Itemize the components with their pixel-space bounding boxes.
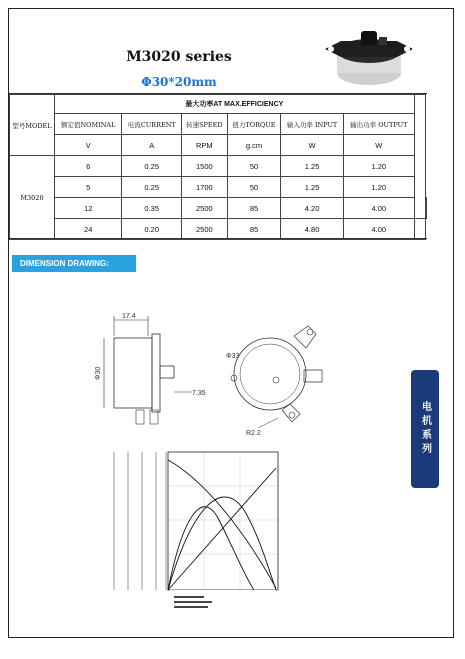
hole-label: R2.2 xyxy=(246,430,261,437)
dimension-banner: DIMENSION DRAWING: xyxy=(12,255,136,272)
col-torque: 扭力TORQUE xyxy=(227,114,281,135)
top-view-drawing xyxy=(218,318,333,438)
header xyxy=(9,9,427,94)
col-nominal: 额定值NOMINAL xyxy=(55,114,122,135)
series-side-tab xyxy=(411,370,439,488)
col-input: 输入功率 INPUT xyxy=(281,114,344,135)
table-caption: 最大功率AT MAX.EFFICIENCY xyxy=(55,95,415,114)
side-view-drawing xyxy=(96,306,216,436)
table-row: 5 0.25 1700 50 1.25 1.20 xyxy=(10,177,427,198)
page-title: M3020 series xyxy=(126,49,232,65)
spec-table xyxy=(9,94,427,240)
shaft-label: 7.35 xyxy=(192,390,206,397)
section-divider xyxy=(9,238,427,239)
motor-photo xyxy=(321,27,416,91)
width-label: 17.4 xyxy=(122,313,136,320)
unit-cell: W xyxy=(281,135,344,156)
mount-diameter-label: Φ33 xyxy=(226,353,240,360)
unit-cell: W xyxy=(343,135,414,156)
model-header: 型号MODEL xyxy=(10,95,55,156)
col-speed: 转速SPEED xyxy=(182,114,228,135)
col-current: 电流CURRENT xyxy=(122,114,182,135)
unit-cell: g.cm xyxy=(227,135,281,156)
table-row: 12 0.35 2500 85 4.20 4.00 xyxy=(10,198,427,219)
unit-cell: A xyxy=(122,135,182,156)
series-side-tab-label: 电机系列 xyxy=(419,401,431,457)
table-row: 24 0.20 2500 85 4.80 4.00 xyxy=(10,219,427,240)
performance-curve xyxy=(104,440,284,616)
table-row: M3020 6 0.25 1500 50 1.25 1.20 xyxy=(10,156,427,177)
model-name: M3020 xyxy=(10,156,55,240)
col-output: 输出功率 OUTPUT xyxy=(343,114,414,135)
page-subtitle: Φ30*20mm xyxy=(141,75,217,89)
unit-cell: RPM xyxy=(182,135,228,156)
unit-cell: V xyxy=(55,135,122,156)
diameter-label: Φ30 xyxy=(95,366,102,380)
